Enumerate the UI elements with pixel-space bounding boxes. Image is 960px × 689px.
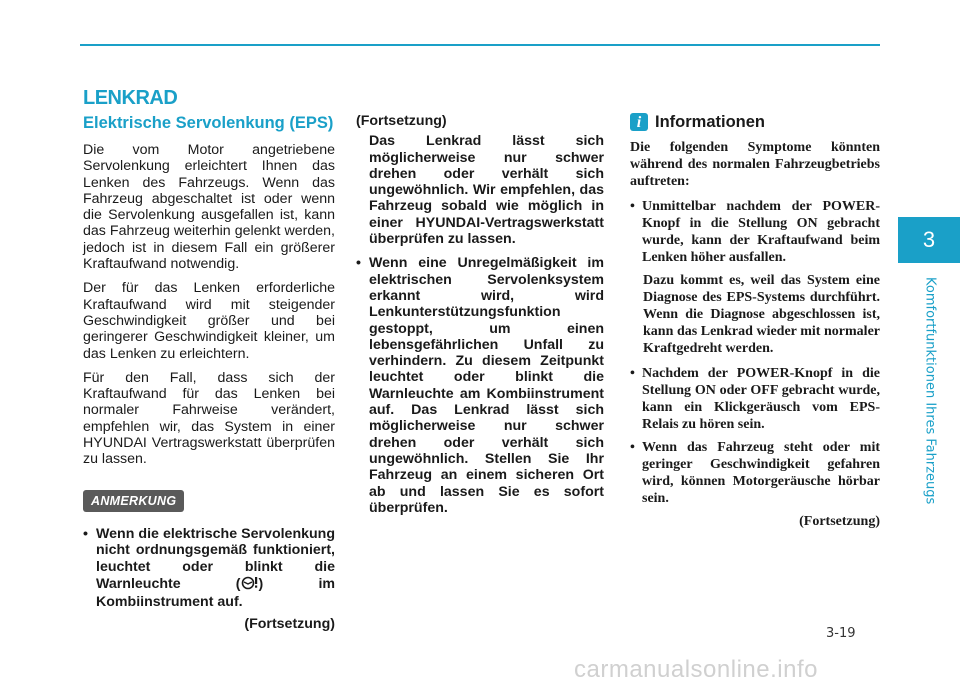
paragraph: Das Lenkrad lässt sich möglicherweise nur schwer drehen oder verhält sich ungewöhnlich. Wir empfehlen, das Fahrzeug sobald wie möglich in einer HYUNDAI-Vertragswerkstatt überprüfen zu lassen.: [369, 133, 604, 248]
paragraph: Für den Fall, dass sich der Kraftaufwand für das Lenken bei normaler Fahrweise verändert, empfehlen wir, das System in einer HYUNDAI Vertragswerkstatt überprüfen zu lassen.: [83, 369, 335, 468]
chapter-side-title: [920, 277, 940, 505]
paragraph: Die folgenden Symptome könnten während des normalen Fahrzeugbetriebs auftreten:: [630, 140, 880, 189]
continued-label: (Fortsetzung): [356, 113, 447, 129]
page-number: 3-19: [826, 626, 856, 641]
section-title: LENKRAD: [83, 87, 178, 109]
continued-label: (Fortsetzung): [799, 514, 880, 529]
subheading-eps: Elektrische Servolenkung (EPS): [83, 114, 334, 132]
paragraph: Der für das Lenken erforderliche Kraftaufwand wird mit steigender Geschwindigkeit größer und bei geringerer Geschwindigkeit kleiner, um das Lenken zu erleichtern.: [83, 280, 335, 362]
info-header: [630, 113, 880, 131]
column-middle: [356, 113, 604, 522]
bullet-text: Wenn die elektrische Servolenkung nicht ordnungsgemäß funktioniert, leuchtet oder blinkt die Warnleuchte (: [96, 525, 335, 592]
info-icon: i: [630, 113, 648, 131]
bullet-text: ) im Kombiinstrument auf.: [96, 575, 335, 611]
chapter-title: Komfortfunktionen Ihres Fahrzeugs: [922, 277, 938, 505]
bullet-item: • Unmittelbar nachdem der POWER-Knopf in die Stellung ON gebracht wurde, kann der Kraftaufwand beim Lenken höher ausfallen.: [630, 198, 880, 266]
column-left: [83, 113, 335, 633]
paragraph: Die vom Motor angetriebene Servolenkung erleichtert Ihnen das Lenken des Fahrzeugs. Wenn das Fahrzeug abgeschaltet ist oder wenn die Servolenkung ausgefallen ist, kann das Fahrzeug weiterhin gelenkt werden, jedoch ist in diesem Fall ein größerer Kraftaufwand notwendig.: [83, 142, 335, 273]
chapter-tab: 3: [898, 217, 960, 263]
info-title: Informationen: [655, 112, 765, 131]
header-rule: [80, 44, 880, 46]
steering-warning-icon: [241, 575, 259, 594]
watermark: carmanualsonline.info: [574, 656, 818, 683]
note-bullet: [83, 526, 335, 610]
column-right: [630, 113, 880, 530]
continued-label: (Fortsetzung): [244, 616, 335, 633]
bullet-item: • Nachdem der POWER-Knopf in die Stellung ON oder OFF gebracht wurde, kann ein Klickgeräusch vom EPS-Relais zu hören sein.: [630, 365, 880, 433]
note-badge: ANMERKUNG: [83, 490, 184, 512]
paragraph: Dazu kommt es, weil das System eine Diagnose des EPS-Systems durchführt. Wenn die Diagnose abgeschlossen ist, kann das Lenkrad wieder mit normaler Kraftgedreht werden.: [643, 273, 880, 356]
bullet-item: • Wenn eine Unregelmäßigkeit im elektrischen Servolenksystem erkannt wird, wird Lenkunterstützungsfunktion gestoppt, um einen lebensgefährlichen Unfall zu verhindern. Zu diesem Zeitpunkt leuchtet oder blinkt die Warnleuchte am Kombiinstrument auf. Das Lenkrad lässt sich möglicherweise nur schwer drehen oder verhält sich ungewöhnlich. Stellen Sie Ihr Fahrzeug an einem sicheren Ort ab und lassen Sie es sofort überprüfen.: [356, 255, 604, 516]
bullet-item: • Wenn das Fahrzeug steht oder mit geringer Geschwindigkeit gefahren wird, können Motorgeräusche hörbar sein.: [630, 439, 880, 507]
